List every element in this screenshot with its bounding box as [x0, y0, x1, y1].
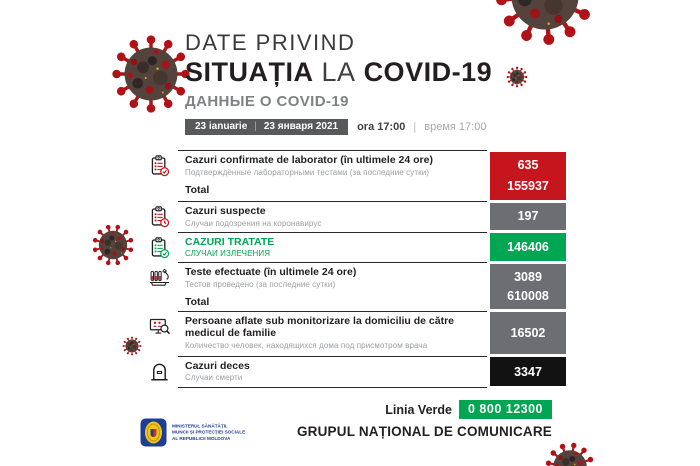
- stat-text: [178, 232, 487, 263]
- footer-right: [297, 400, 552, 439]
- value-box-monitored: [490, 312, 566, 354]
- value-24h: 3089: [514, 269, 542, 284]
- stat-title: Persoane aflate sub monitorizare la domiciliu de către medicul de familie: [185, 314, 455, 340]
- date-russian: 23 января 2021: [263, 121, 339, 132]
- stat-subtitle-ru: Подтверждённые лабораторными тестами (за последние сутки): [185, 167, 430, 177]
- value-box-suspected: [490, 203, 566, 231]
- total-label: Total: [185, 183, 210, 196]
- total-label: Total: [185, 295, 210, 308]
- hotline: [297, 400, 552, 419]
- date-badge: [185, 119, 348, 135]
- stat-value-cell: [487, 232, 566, 263]
- date-divider: |: [254, 121, 257, 132]
- stat-row-deaths: [148, 356, 566, 388]
- stat-row-confirmed: [148, 150, 566, 201]
- stat-title: CAZURI TRATATE: [185, 235, 275, 248]
- stat-value-cell: [487, 201, 566, 232]
- stat-value-cell: [487, 311, 566, 356]
- stat-text: [178, 150, 487, 201]
- title-covid: COVID-19: [363, 57, 493, 87]
- ministry-block: [140, 417, 298, 448]
- stat-subtitle-ru: Тестов проведено (за последние сутки): [185, 279, 336, 289]
- stat-text: [178, 356, 487, 388]
- title-situatia: SITUAȚIA: [185, 57, 314, 87]
- stat-row-tests: [148, 262, 566, 311]
- value: 146406: [507, 239, 549, 254]
- stat-title: Cazuri deces: [185, 359, 250, 372]
- value-box-deaths: [490, 357, 566, 386]
- stat-subtitle-ru: Случаи смерти: [185, 373, 243, 383]
- time-row: [357, 121, 486, 133]
- monitor-people-magnifier-icon: [148, 311, 178, 356]
- stat-text: [178, 311, 487, 356]
- stat-value-cell: [487, 150, 566, 201]
- clipboard-clock-red-icon: [148, 201, 178, 232]
- tombstone-icon: [148, 356, 178, 388]
- communication-group-name: GRUPUL NAȚIONAL DE COMUNICARE: [296, 424, 552, 439]
- time-russian: время 17:00: [424, 121, 487, 133]
- time-romanian: ora 17:00: [357, 121, 406, 133]
- hotline-number: 0 800 12300: [459, 400, 552, 419]
- stat-row-suspected: [148, 201, 566, 232]
- value-24h: 635: [517, 158, 539, 173]
- stat-row-monitored: [148, 311, 566, 356]
- value: 3347: [514, 364, 542, 379]
- stats-table: [148, 150, 566, 388]
- date-romanian: 23 ianuarie: [195, 121, 248, 132]
- subtitle-russian: ДАННЫЕ О COVID-19: [185, 93, 349, 110]
- stat-row-treated: [148, 232, 566, 263]
- stat-title: Cazuri suspecte: [185, 205, 266, 217]
- stat-subtitle-ru: СЛУЧАИ ИЗЛЕЧЕНИЯ: [185, 249, 271, 259]
- time-divider: |: [413, 121, 417, 133]
- date-row: [185, 119, 492, 135]
- stat-title: Teste efectuate (în ultimele 24 ore): [185, 266, 357, 279]
- stat-title: Cazuri confirmate de laborator (în ultimele 24 ore): [185, 154, 433, 166]
- title-line-1: DATE PRIVIND: [185, 30, 356, 55]
- header: [185, 30, 492, 135]
- stat-text: [178, 201, 487, 232]
- value: 197: [517, 209, 539, 224]
- value-box-confirmed: [490, 152, 566, 200]
- ministry-name: MINISTERUL SĂNĂTĂȚII, MUNCII ȘI PROTECȚIEI SOCIALE AL REPUBLICII MOLDOVA: [172, 423, 246, 441]
- ministry-logo: [140, 418, 167, 447]
- stat-value-cell: [487, 262, 566, 311]
- title-la: LA: [321, 57, 356, 87]
- value-box-treated: [490, 233, 566, 261]
- stat-subtitle-ru: Случаи подозрения на коронавирус: [185, 218, 322, 228]
- stat-value-cell: [487, 356, 566, 388]
- clipboard-check-green-icon: [148, 232, 178, 263]
- clipboard-check-red-icon: [148, 150, 178, 201]
- hotline-label: Linia Verde: [385, 402, 452, 417]
- stat-subtitle-ru: Количество человек, находящихся дома под присмотром врача: [185, 340, 428, 350]
- lab-tests-microscope-icon: [148, 262, 178, 311]
- stat-text: [178, 262, 487, 311]
- value: 16502: [510, 326, 546, 341]
- value-box-tests: [490, 264, 566, 310]
- value-total: 610008: [507, 289, 549, 304]
- value-total: 155937: [507, 178, 549, 193]
- title-line-2: [185, 57, 492, 88]
